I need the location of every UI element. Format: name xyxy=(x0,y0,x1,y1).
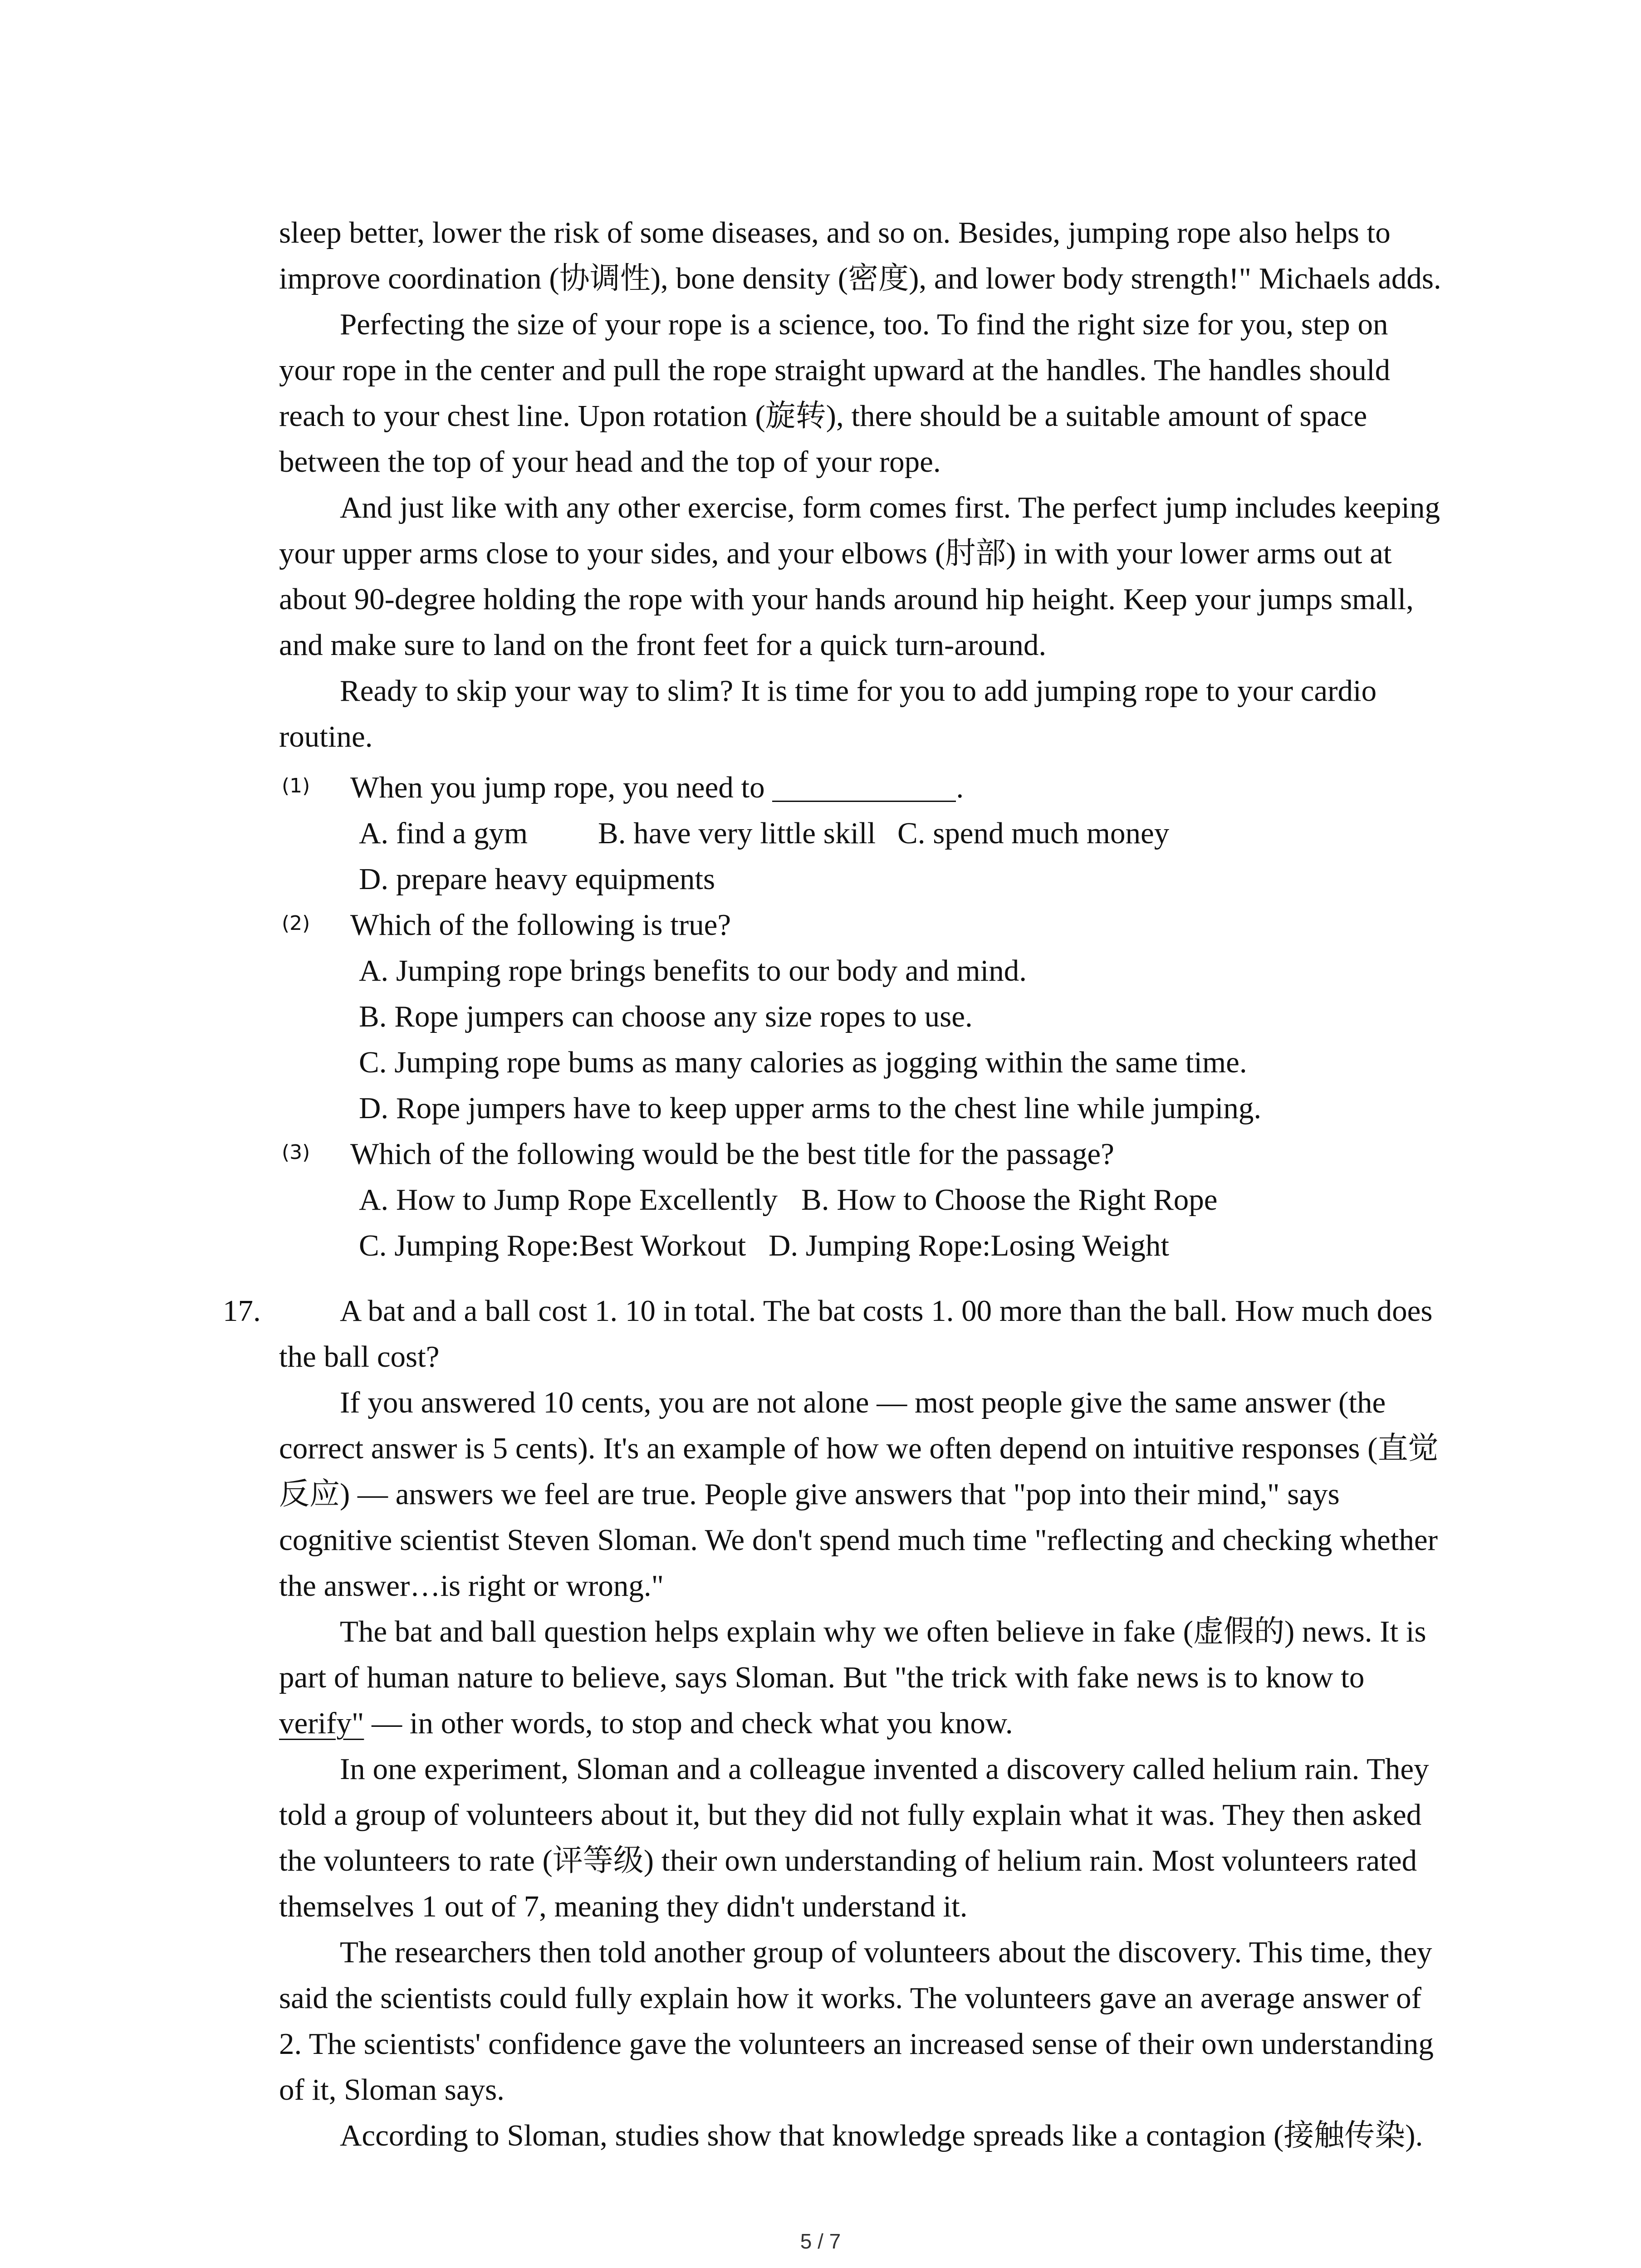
underlined-word: verify" xyxy=(279,1706,364,1740)
option-a: A. Jumping rope brings benefits to our body and mind. xyxy=(359,954,1027,987)
question-stem-text: When you jump rope, you need to xyxy=(350,771,765,804)
paragraph-line: The bat and ball question helps explain why we often believe in fake (虚假的) news. It is xyxy=(340,1615,1426,1648)
option-a: A. find a gym xyxy=(359,816,528,850)
item-number: 17. xyxy=(223,1294,261,1328)
passage-line: and make sure to land on the front feet for a quick turn-around. xyxy=(279,628,1047,662)
question-list xyxy=(0,765,1641,1269)
question-2-option-row xyxy=(0,1040,1641,1085)
passage-line: sleep better, lower the risk of some diseases, and so on. Besides, jumping rope also helps to xyxy=(279,216,1391,249)
item-17 xyxy=(0,1288,1641,2159)
passage-line: your rope in the center and pull the rope straight upward at the handles. The handles should xyxy=(279,353,1391,387)
paragraph-line: the answer…is right or wrong." xyxy=(279,1569,664,1603)
paragraph-line: said the scientists could fully explain how it works. The volunteers gave an average answer of xyxy=(279,1981,1421,2015)
question-number: (1) xyxy=(282,774,310,797)
paragraph-line: According to Sloman, studies show that knowledge spreads like a contagion (接触传染). xyxy=(340,2119,1423,2152)
question-2-option-row xyxy=(0,994,1641,1040)
question-3-options-row xyxy=(0,1223,1641,1269)
paragraph-line: told a group of volunteers about it, but they did not fully explain what it was. They then asked xyxy=(279,1798,1422,1832)
question-2-stem xyxy=(0,902,1641,948)
option-b: B. How to Choose the Right Rope xyxy=(801,1183,1218,1217)
option-b: B. Rope jumpers can choose any size ropes to use. xyxy=(359,1000,973,1033)
question-number: (2) xyxy=(282,912,310,935)
question-stem xyxy=(350,765,964,811)
paragraph-line: of it, Sloman says. xyxy=(279,2073,505,2107)
page-number: 5 / 7 xyxy=(800,2229,841,2253)
question-stem: Which of the following would be the best title for the passage? xyxy=(350,1137,1114,1171)
passage-line: about 90-degree holding the rope with your hands around hip height. Keep your jumps small, xyxy=(279,582,1414,616)
paragraph-line: The researchers then told another group of volunteers about the discovery. This time, they xyxy=(340,1936,1432,1969)
question-1-options-row xyxy=(0,811,1641,856)
option-b: B. have very little skill xyxy=(598,816,876,850)
passage-line: your upper arms close to your sides, and your elbows (肘部) in with your lower arms out at xyxy=(279,537,1392,570)
question-1-stem xyxy=(0,765,1641,811)
paragraph-line: If you answered 10 cents, you are not alone — most people give the same answer (the xyxy=(340,1386,1386,1419)
passage-line: between the top of your head and the top of your rope. xyxy=(279,445,941,479)
option-c: C. Jumping Rope:Best Workout xyxy=(359,1229,746,1262)
passage-line: improve coordination (协调性), bone density (密度), and lower body strength!" Michaels adds. xyxy=(279,262,1441,295)
paragraph-line: cognitive scientist Steven Sloman. We don't spend much time "reflecting and checking whether xyxy=(279,1523,1438,1557)
reading-passage xyxy=(0,210,1641,760)
question-1-options-row xyxy=(0,856,1641,902)
option-d: D. prepare heavy equipments xyxy=(359,862,715,896)
passage-line: Ready to skip your way to slim? It is time for you to add jumping rope to your cardio xyxy=(340,674,1377,708)
paragraph-line: A bat and a ball cost 1. 10 in total. The bat costs 1. 00 more than the ball. How much does xyxy=(340,1294,1433,1328)
option-c: C. Jumping rope bums as many calories as jogging within the same time. xyxy=(359,1046,1247,1079)
question-3-stem xyxy=(0,1131,1641,1177)
paragraph-line: 2. The scientists' confidence gave the volunteers an increased sense of their own understanding xyxy=(279,2027,1434,2061)
item-17-first-line xyxy=(0,1288,1641,1334)
line-text: — in other words, to stop and check what you know. xyxy=(364,1706,1013,1740)
paragraph-line: part of human nature to believe, says Sloman. But "the trick with fake news is to know to xyxy=(279,1661,1365,1694)
question-2-option-row xyxy=(0,948,1641,994)
question-stem-end: . xyxy=(956,771,964,804)
answer-blank xyxy=(772,778,956,802)
paragraph-line: correct answer is 5 cents). It's an example of how we often depend on intuitive responses (直觉 xyxy=(279,1432,1439,1465)
passage-line: routine. xyxy=(279,720,373,753)
question-2-option-row xyxy=(0,1085,1641,1131)
option-d: D. Rope jumpers have to keep upper arms to the chest line while jumping. xyxy=(359,1091,1262,1125)
paragraph-line: themselves 1 out of 7, meaning they didn't understand it. xyxy=(279,1890,968,1923)
passage-line: Perfecting the size of your rope is a science, too. To find the right size for you, step on xyxy=(340,308,1388,341)
paragraph-line xyxy=(0,1701,1641,1746)
paragraph-line: the ball cost? xyxy=(279,1340,440,1374)
passage-line: reach to your chest line. Upon rotation (旋转), there should be a suitable amount of space xyxy=(279,399,1367,433)
paragraph-line: 反应) — answers we feel are true. People give answers that "pop into their mind," says xyxy=(279,1477,1340,1511)
option-c: C. spend much money xyxy=(897,816,1170,850)
question-stem: Which of the following is true? xyxy=(350,908,731,942)
paragraph-line: the volunteers to rate (评等级) their own understanding of helium rain. Most volunteers rated xyxy=(279,1844,1417,1877)
question-3-options-row xyxy=(0,1177,1641,1223)
option-d: D. Jumping Rope:Losing Weight xyxy=(769,1229,1169,1262)
question-number: (3) xyxy=(282,1141,310,1164)
passage-line: And just like with any other exercise, form comes first. The perfect jump includes keeping xyxy=(340,491,1440,524)
option-a: A. How to Jump Rope Excellently xyxy=(359,1183,778,1217)
paragraph-line: In one experiment, Sloman and a colleague invented a discovery called helium rain. They xyxy=(340,1752,1429,1786)
